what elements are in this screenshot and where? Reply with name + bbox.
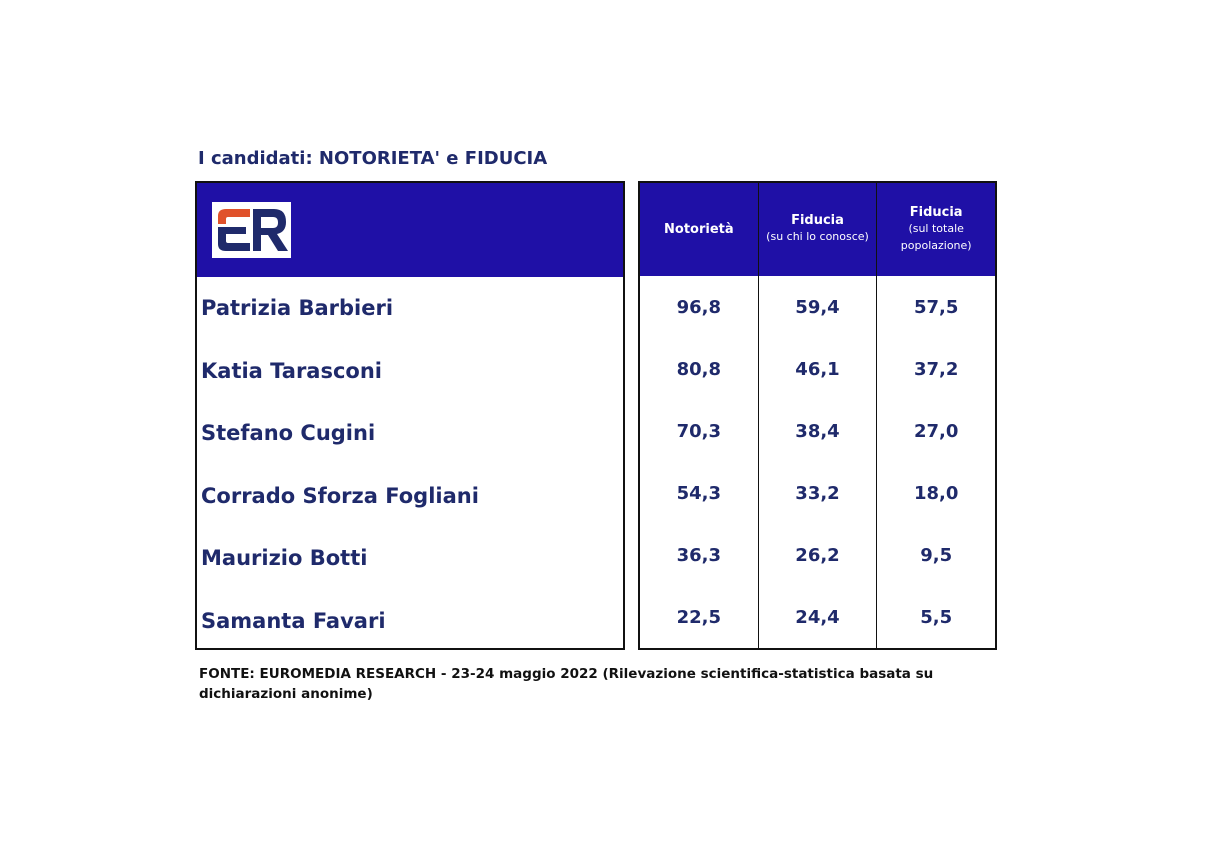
column-header-label: Fiducia bbox=[909, 205, 963, 221]
euromedia-research-logo-icon bbox=[212, 202, 291, 258]
column-header bbox=[640, 183, 758, 276]
column-header-sub-line: (sul totale bbox=[908, 222, 964, 236]
value-cell: 27,0 bbox=[913, 420, 959, 442]
value-cell: 22,5 bbox=[676, 606, 722, 628]
column-header-sub-line: popolazione) bbox=[900, 238, 972, 252]
value-cell: 57,5 bbox=[913, 296, 959, 318]
value-cell: 24,4 bbox=[795, 606, 840, 628]
value-cell: 33,2 bbox=[795, 482, 840, 504]
column-header-label: Fiducia bbox=[791, 213, 844, 229]
candidate-name: Stefano Cugini bbox=[201, 421, 376, 446]
column-header bbox=[877, 183, 995, 276]
candidates-names-panel bbox=[195, 181, 625, 650]
candidate-name: Samanta Favari bbox=[201, 608, 386, 633]
value-cell: 96,8 bbox=[676, 296, 722, 318]
column-header-label: Notorietà bbox=[664, 222, 734, 238]
value-cell: 5,5 bbox=[920, 606, 953, 628]
page-title: I candidati: NOTORIETA' e FIDUCIA bbox=[198, 148, 548, 169]
value-cell: 18,0 bbox=[913, 482, 959, 504]
value-cell: 26,2 bbox=[795, 544, 840, 566]
column-header-sub bbox=[901, 221, 972, 254]
value-cell: 38,4 bbox=[795, 420, 840, 442]
value-cell: 9,5 bbox=[920, 544, 953, 566]
column-notorieta bbox=[640, 183, 758, 648]
candidate-name: Corrado Sforza Fogliani bbox=[201, 483, 479, 508]
value-cell: 36,3 bbox=[676, 544, 722, 566]
candidate-name: Patrizia Barbieri bbox=[201, 296, 394, 321]
candidate-name: Katia Tarasconi bbox=[201, 358, 383, 383]
values-panel bbox=[638, 181, 997, 650]
column-fiducia-conosce bbox=[758, 183, 877, 648]
source-note: FONTE: EUROMEDIA RESEARCH - 23-24 maggio 2022 (Rilevazione scientifica-statistica basata su dichiarazioni anonime) bbox=[199, 666, 934, 702]
names-header bbox=[197, 183, 623, 277]
value-cell: 70,3 bbox=[676, 420, 722, 442]
value-cell: 37,2 bbox=[913, 358, 959, 380]
column-header bbox=[759, 183, 877, 276]
value-cell: 80,8 bbox=[676, 358, 722, 380]
candidate-name: Maurizio Botti bbox=[201, 546, 368, 571]
column-fiducia-totale bbox=[876, 183, 995, 648]
value-cell: 46,1 bbox=[795, 358, 840, 380]
value-cell: 54,3 bbox=[676, 482, 722, 504]
column-header-sub: (su chi lo conosce) bbox=[766, 230, 869, 244]
value-cell: 59,4 bbox=[795, 296, 840, 318]
